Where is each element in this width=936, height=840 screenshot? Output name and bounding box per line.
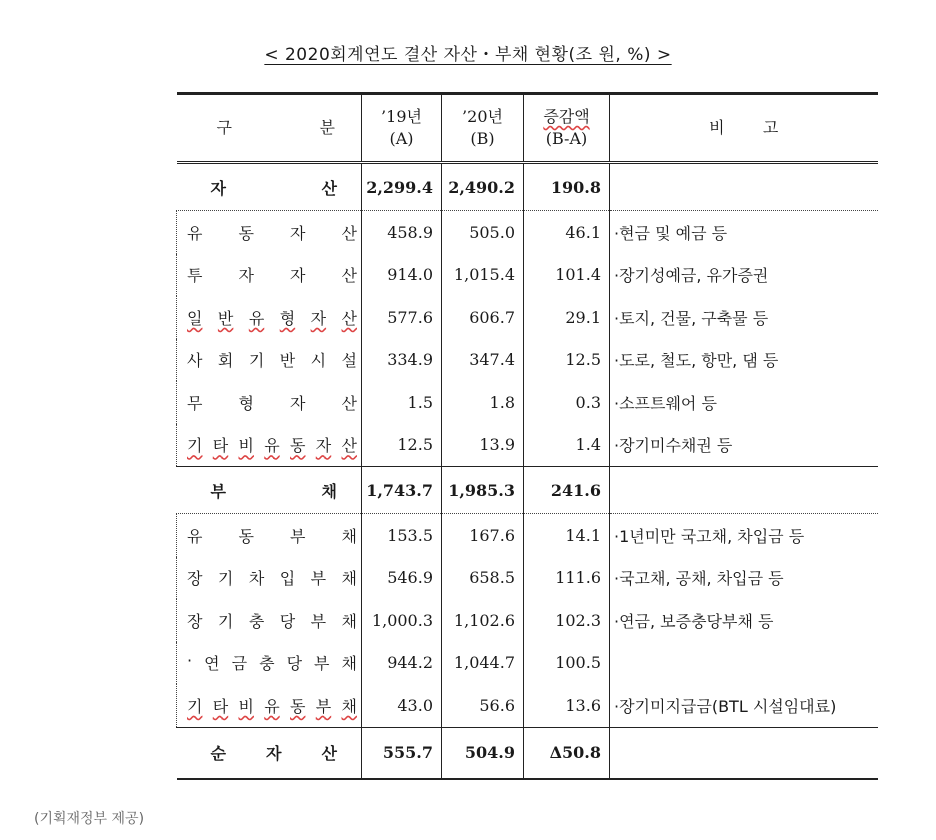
row-2020: 1,015.4 bbox=[442, 254, 524, 297]
source-caption: (기획재정부 제공) bbox=[34, 811, 145, 827]
row-2020: 347.4 bbox=[442, 339, 524, 382]
row-2019: 914.0 bbox=[362, 254, 442, 297]
table-row bbox=[177, 684, 878, 727]
row-change: 46.1 bbox=[524, 211, 610, 254]
table-row bbox=[177, 599, 878, 642]
assets-change: 190.8 bbox=[524, 163, 610, 211]
table-title-text: < 2020회계연도 결산 자산・부채 현황(조 원, %) > bbox=[264, 45, 672, 65]
row-2019: 1.5 bbox=[362, 381, 442, 424]
row-label: 기 타 비 유 동 자 산 bbox=[177, 424, 362, 467]
table-row bbox=[177, 211, 878, 254]
row-note: ·현금 및 예금 등 bbox=[610, 211, 878, 254]
header-2019: ’19년 (A) bbox=[362, 94, 442, 163]
table-row bbox=[177, 424, 878, 467]
row-note bbox=[610, 642, 878, 685]
row-change: 111.6 bbox=[524, 557, 610, 600]
net-assets-row bbox=[177, 727, 878, 779]
row-2019: 458.9 bbox=[362, 211, 442, 254]
net-assets-change: Δ50.8 bbox=[524, 727, 610, 779]
row-2019: 43.0 bbox=[362, 684, 442, 727]
table-row bbox=[177, 514, 878, 557]
liabilities-2020: 1,985.3 bbox=[442, 467, 524, 514]
net-assets-label: 순 자 산 bbox=[177, 727, 362, 779]
row-2020: 167.6 bbox=[442, 514, 524, 557]
row-label: 유 동 부 채 bbox=[177, 514, 362, 557]
row-2020: 1,102.6 bbox=[442, 599, 524, 642]
row-2019: 12.5 bbox=[362, 424, 442, 467]
row-label: 장 기 차 입 부 채 bbox=[177, 557, 362, 600]
row-note: ·장기미수채권 등 bbox=[610, 424, 878, 467]
net-assets-note bbox=[610, 727, 878, 779]
header-category: 구 분 bbox=[177, 94, 362, 163]
assets-total-row bbox=[177, 163, 878, 211]
row-note: ·장기미지급금(BTL 시설임대료) bbox=[610, 684, 878, 727]
row-label: 유 동 자 산 bbox=[177, 211, 362, 254]
table-row bbox=[177, 642, 878, 685]
row-label: 무 형 자 산 bbox=[177, 381, 362, 424]
row-note: ·토지, 건물, 구축물 등 bbox=[610, 296, 878, 339]
row-label: 일 반 유 형 자 산 bbox=[177, 296, 362, 339]
table-title bbox=[0, 40, 936, 65]
row-note: ·1년미만 국고채, 차입금 등 bbox=[610, 514, 878, 557]
row-2019: 153.5 bbox=[362, 514, 442, 557]
assets-label: 자 산 bbox=[210, 178, 337, 198]
row-change: 13.6 bbox=[524, 684, 610, 727]
row-2020: 1.8 bbox=[442, 381, 524, 424]
row-2019: 577.6 bbox=[362, 296, 442, 339]
row-change: 0.3 bbox=[524, 381, 610, 424]
row-note: ·소프트웨어 등 bbox=[610, 381, 878, 424]
row-change: 1.4 bbox=[524, 424, 610, 467]
liabilities-change: 241.6 bbox=[524, 467, 610, 514]
table-row bbox=[177, 557, 878, 600]
row-2020: 658.5 bbox=[442, 557, 524, 600]
net-assets-2019: 555.7 bbox=[362, 727, 442, 779]
liabilities-2019: 1,743.7 bbox=[362, 467, 442, 514]
row-change: 101.4 bbox=[524, 254, 610, 297]
table-row bbox=[177, 339, 878, 382]
row-note: ·도로, 철도, 항만, 댐 등 bbox=[610, 339, 878, 382]
row-2020: 606.7 bbox=[442, 296, 524, 339]
liabilities-total-row bbox=[177, 467, 878, 514]
row-change: 102.3 bbox=[524, 599, 610, 642]
row-change: 14.1 bbox=[524, 514, 610, 557]
row-note: ·장기성예금, 유가증권 bbox=[610, 254, 878, 297]
liabilities-label: 부 채 bbox=[177, 467, 362, 514]
row-label: 투 자 자 산 bbox=[177, 254, 362, 297]
row-change: 100.5 bbox=[524, 642, 610, 685]
row-2020: 13.9 bbox=[442, 424, 524, 467]
liabilities-note bbox=[610, 467, 878, 514]
row-change: 12.5 bbox=[524, 339, 610, 382]
row-label: 기 타 비 유 동 부 채 bbox=[177, 684, 362, 727]
assets-note bbox=[610, 163, 878, 211]
table-row bbox=[177, 254, 878, 297]
row-note: ·연금, 보증충당부채 등 bbox=[610, 599, 878, 642]
row-2020: 505.0 bbox=[442, 211, 524, 254]
header-note: 비 고 bbox=[610, 94, 878, 163]
header-row bbox=[177, 94, 878, 163]
assets-2020: 2,490.2 bbox=[442, 163, 524, 211]
row-2020: 56.6 bbox=[442, 684, 524, 727]
assets-2019: 2,299.4 bbox=[362, 163, 442, 211]
row-label: 사 회 기 반 시 설 bbox=[177, 339, 362, 382]
row-change: 29.1 bbox=[524, 296, 610, 339]
row-2020: 1,044.7 bbox=[442, 642, 524, 685]
header-change: 증감액 (B-A) bbox=[524, 94, 610, 163]
row-2019: 334.9 bbox=[362, 339, 442, 382]
header-2020: ’20년 (B) bbox=[442, 94, 524, 163]
table-row bbox=[177, 296, 878, 339]
row-label: · 연 금 충 당 부 채 bbox=[177, 642, 362, 685]
balance-table bbox=[176, 92, 878, 780]
row-note: ·국고채, 공채, 차입금 등 bbox=[610, 557, 878, 600]
table-row bbox=[177, 381, 878, 424]
row-label: 장 기 충 당 부 채 bbox=[177, 599, 362, 642]
row-2019: 1,000.3 bbox=[362, 599, 442, 642]
row-2019: 944.2 bbox=[362, 642, 442, 685]
row-2019: 546.9 bbox=[362, 557, 442, 600]
net-assets-2020: 504.9 bbox=[442, 727, 524, 779]
